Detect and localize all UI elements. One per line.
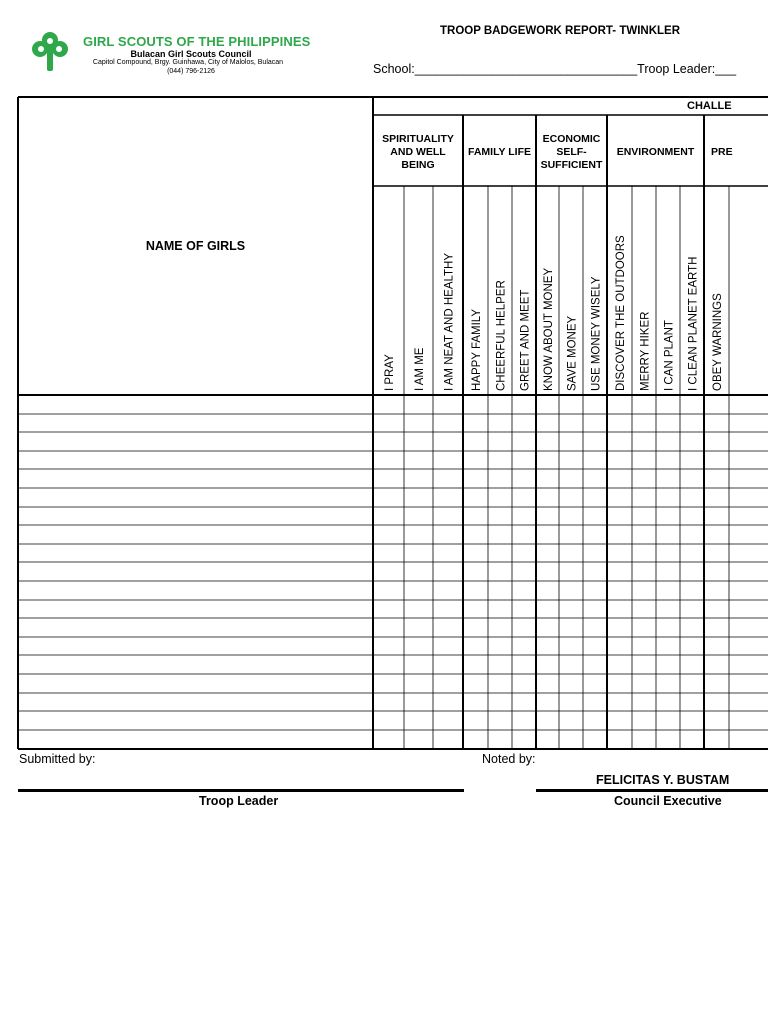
noted-by-label: Noted by:: [482, 752, 536, 766]
group-header-3: ENVIRONMENT: [616, 146, 695, 158]
school-troop-leader-line: School:________________________________Troop Leader:___: [373, 62, 737, 76]
group-header-4: PRE: [711, 146, 733, 158]
group-header-2: ECONOMIC: [542, 133, 601, 145]
challenge-header: CHALLE: [687, 100, 732, 112]
badge-label: DISCOVER THE OUTDOORS: [615, 235, 627, 391]
badge-label: KNOW ABOUT MONEY: [543, 267, 555, 391]
badge-label: USE MONEY WISELY: [590, 276, 603, 391]
badge-label: OBEY WARNINGS: [712, 293, 724, 391]
group-header-2: SELF-: [556, 146, 587, 158]
badge-label: MERRY HIKER: [639, 311, 652, 391]
badge-label: GREET AND MEET: [519, 289, 532, 391]
council-name: Bulacan Girl Scouts Council: [130, 49, 252, 59]
troop-leader-label: Troop Leader: [199, 794, 279, 808]
council-executive-label: Council Executive: [614, 794, 722, 808]
group-header-0: AND WELL: [390, 146, 446, 158]
organization-name: GIRL SCOUTS OF THE PHILIPPINES: [83, 34, 311, 49]
badge-label: I AM NEAT AND HEALTHY: [443, 252, 456, 391]
council-address: Capitol Compound, Brgy. Guinhawa, City of Malolos, Bulacan: [92, 59, 284, 66]
badge-label: I CLEAN PLANET EARTH: [687, 256, 700, 391]
badge-label: I CAN PLANT: [663, 320, 676, 391]
report-title: TROOP BADGEWORK REPORT- TWINKLER: [440, 25, 681, 37]
group-header-2: SUFFICIENT: [540, 159, 603, 171]
badge-label: I AM ME: [414, 347, 426, 391]
troop-leader-signature-line: [18, 789, 464, 792]
council-executive-name: FELICITAS Y. BUSTAM: [596, 773, 730, 787]
council-phone: (044) 796-2126: [167, 68, 215, 75]
council-executive-signature-line: [536, 789, 768, 792]
name-of-girls-header: NAME OF GIRLS: [145, 239, 246, 253]
badge-label: CHEERFUL HELPER: [495, 280, 508, 391]
badge-label: SAVE MONEY: [566, 315, 579, 391]
group-header-0: SPIRITUALITY: [382, 133, 454, 145]
submitted-by-label: Submitted by:: [19, 752, 96, 766]
group-header-0: BEING: [401, 159, 435, 171]
group-header-1: FAMILY LIFE: [467, 146, 532, 158]
badge-label: HAPPY FAMILY: [471, 308, 483, 391]
badge-label: I PRAY: [384, 354, 396, 391]
